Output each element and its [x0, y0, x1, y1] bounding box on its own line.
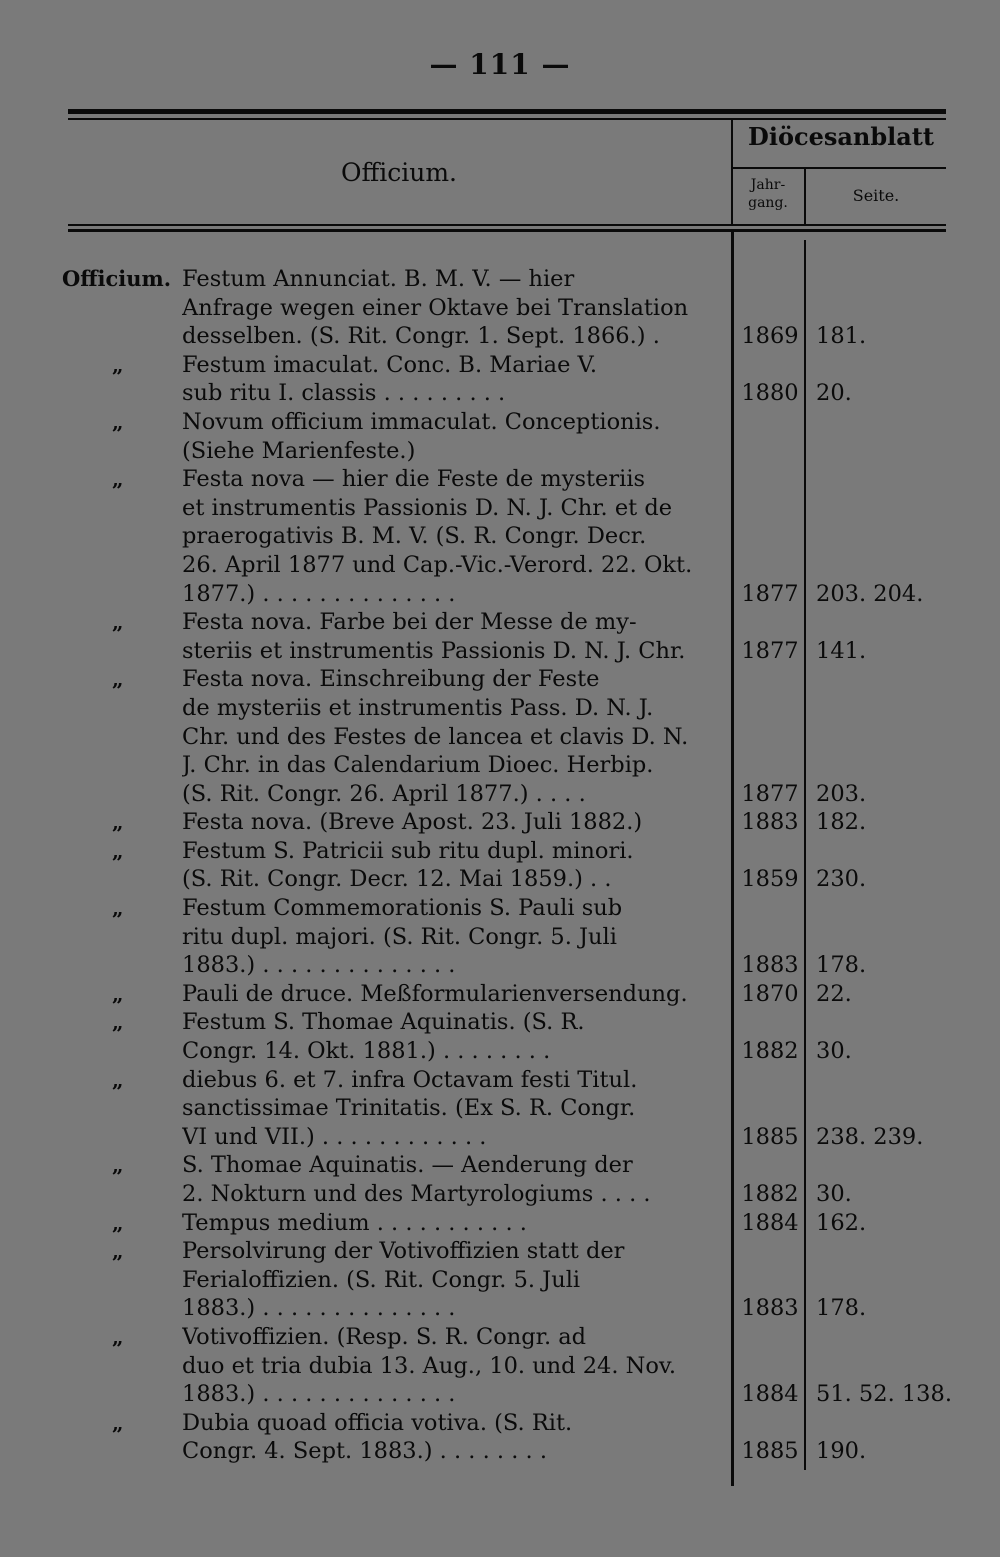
list-item — [0, 808, 1000, 837]
entry-line — [0, 1352, 1000, 1381]
entry-line — [0, 808, 1000, 837]
entry-year: 1859 — [741, 866, 799, 893]
entry-line — [0, 923, 1000, 952]
entry-text: steriis et instrumentis Passionis D. N. J. Chr. — [182, 637, 686, 664]
entry-text: et instrumentis Passionis D. N. J. Chr. et de — [182, 494, 673, 521]
entry-text: 1883.) . . . . . . . . . . . . . . — [182, 1295, 456, 1322]
entry-text: Festum S. Patricii sub ritu dupl. minori. — [182, 837, 634, 864]
entry-line — [0, 980, 1000, 1009]
entry-page: 238. 239. — [816, 1123, 924, 1150]
page-number: — 111 — — [429, 48, 571, 81]
entry-line — [0, 1209, 1000, 1238]
entry-line — [0, 1437, 1000, 1466]
entry-year: 1877 — [741, 780, 799, 807]
entry-line — [0, 294, 1000, 323]
list-item — [0, 1151, 1000, 1208]
entry-marker: „ — [112, 896, 124, 921]
entry-year: 1883 — [741, 809, 799, 836]
entry-page: 181. — [816, 323, 867, 350]
entry-line — [0, 408, 1000, 437]
entry-line — [0, 1237, 1000, 1266]
header-bottom-rule-thin — [68, 224, 946, 226]
entry-marker: „ — [112, 1410, 124, 1435]
entry-line — [0, 351, 1000, 380]
entry-line — [0, 522, 1000, 551]
entry-line — [0, 551, 1000, 580]
list-item — [0, 894, 1000, 980]
entry-marker: „ — [112, 1239, 124, 1264]
entry-text: (Siehe Marienfeste.) — [182, 437, 416, 464]
entry-line — [0, 1037, 1000, 1066]
entry-text: Festa nova — hier die Feste de mysteriis — [182, 466, 646, 493]
entry-text: VI und VII.) . . . . . . . . . . . . — [182, 1123, 487, 1150]
entry-year: 1877 — [741, 580, 799, 607]
entry-line — [0, 465, 1000, 494]
entry-year: 1884 — [741, 1209, 799, 1236]
entry-text: 1883.) . . . . . . . . . . . . . . — [182, 1381, 456, 1408]
header-seite: Seite. — [852, 186, 900, 205]
entry-line — [0, 751, 1000, 780]
entry-line — [0, 1066, 1000, 1095]
entry-page: 203. — [816, 780, 867, 807]
entry-marker: „ — [112, 352, 124, 377]
entry-line — [0, 494, 1000, 523]
top-rule-thick — [68, 109, 946, 114]
list-item — [0, 665, 1000, 808]
entry-year: 1880 — [741, 380, 799, 407]
top-rule-thin — [68, 118, 946, 120]
entry-line — [0, 580, 1000, 609]
entry-text: Pauli de druce. Meßformularienversendung. — [182, 980, 688, 1007]
entry-text: (S. Rit. Congr. Decr. 12. Mai 1859.) . . — [182, 866, 612, 893]
entry-line — [0, 1380, 1000, 1409]
entry-marker: „ — [112, 409, 124, 434]
entry-text: Festum S. Thomae Aquinatis. (S. R. — [182, 1009, 585, 1036]
entry-text: Congr. 4. Sept. 1883.) . . . . . . . . — [182, 1438, 547, 1465]
entry-year: 1870 — [741, 980, 799, 1007]
entry-text: S. Thomae Aquinatis. — Aenderung der — [182, 1152, 633, 1179]
entry-text: Dubia quoad officia votiva. (S. Rit. — [182, 1409, 573, 1436]
entry-text: Congr. 14. Okt. 1881.) . . . . . . . . — [182, 1038, 551, 1065]
entry-page: 141. — [816, 637, 867, 664]
entry-page: 178. — [816, 1295, 867, 1322]
entry-year: 1882 — [741, 1038, 799, 1065]
entry-text: de mysteriis et instrumentis Pass. D. N. J. — [182, 694, 654, 721]
entry-text: Festum Annunciat. B. M. V. — hier — [182, 266, 575, 292]
entry-marker: „ — [112, 610, 124, 635]
entry-line — [0, 1180, 1000, 1209]
entry-marker: „ — [112, 1067, 124, 1092]
entry-marker: Officium. — [62, 266, 172, 291]
entry-marker: „ — [112, 1210, 124, 1235]
entry-text: sanctissimae Trinitatis. (Ex S. R. Congr. — [182, 1095, 636, 1122]
list-item — [0, 1237, 1000, 1323]
list-item — [0, 1323, 1000, 1409]
entry-marker: „ — [112, 981, 124, 1006]
entry-text: diebus 6. et 7. infra Octavam festi Titul. — [182, 1066, 638, 1093]
entry-line — [0, 1266, 1000, 1295]
entry-line — [0, 951, 1000, 980]
list-item — [0, 1008, 1000, 1065]
entry-text: Festa nova. Farbe bei der Messe de my- — [182, 609, 637, 636]
header-bottom-rule-thick — [68, 229, 946, 232]
header-jahrgang: Jahr- gang. — [748, 177, 788, 211]
entry-year: 1883 — [741, 952, 799, 979]
entry-line — [0, 1294, 1000, 1323]
entry-line — [0, 265, 1000, 294]
entry-text: Festum imaculat. Conc. B. Mariae V. — [182, 351, 598, 378]
list-item — [0, 351, 1000, 408]
header-dioecesanblatt: Diöcesanblatt — [748, 122, 934, 151]
list-item — [0, 1409, 1000, 1466]
entry-text: 26. April 1877 und Cap.-Vic.-Verord. 22. Okt. — [182, 551, 693, 578]
entry-line — [0, 894, 1000, 923]
entry-line — [0, 1094, 1000, 1123]
entry-year: 1884 — [741, 1381, 799, 1408]
entry-line — [0, 322, 1000, 351]
entry-year: 1882 — [741, 1181, 799, 1207]
entry-year: 1877 — [741, 637, 799, 664]
entry-line — [0, 1123, 1000, 1152]
entry-text: Festum Commemorationis S. Pauli sub — [182, 895, 623, 922]
entry-line — [0, 694, 1000, 723]
list-item — [0, 837, 1000, 894]
entry-marker: „ — [112, 667, 124, 692]
entry-page: 230. — [816, 866, 867, 893]
list-item — [0, 1209, 1000, 1238]
entry-page: 20. — [816, 380, 852, 407]
entry-marker: „ — [112, 838, 124, 863]
entry-marker: „ — [112, 1153, 124, 1178]
entry-marker: „ — [112, 810, 124, 835]
entry-text: duo et tria dubia 13. Aug., 10. und 24. Nov. — [182, 1352, 677, 1379]
entry-year: 1883 — [741, 1295, 799, 1322]
list-item — [0, 265, 1000, 351]
entry-line — [0, 780, 1000, 809]
entry-year: 1885 — [741, 1438, 799, 1465]
entry-line — [0, 837, 1000, 866]
entry-line — [0, 637, 1000, 666]
entry-line — [0, 608, 1000, 637]
entry-page: 30. — [816, 1038, 852, 1065]
entry-text: Ferialoffizien. (S. Rit. Congr. 5. Juli — [182, 1266, 581, 1293]
entry-page: 162. — [816, 1209, 867, 1236]
entry-page: 30. — [816, 1181, 852, 1207]
entry-page: 182. — [816, 809, 867, 836]
entry-page: 203. 204. — [816, 580, 924, 607]
entry-text: Tempus medium . . . . . . . . . . . — [182, 1209, 527, 1236]
header-officium: Officium. — [340, 158, 457, 187]
list-item — [0, 465, 1000, 608]
list-item — [0, 408, 1000, 465]
entry-line — [0, 437, 1000, 466]
entry-page: 178. — [816, 952, 867, 979]
entry-text: 2. Nokturn und des Martyrologiums . . . . — [182, 1181, 651, 1207]
entry-text: ritu dupl. majori. (S. Rit. Congr. 5. Juli — [182, 923, 617, 950]
entry-line — [0, 1008, 1000, 1037]
entry-line — [0, 379, 1000, 408]
entry-text: Festa nova. (Breve Apost. 23. Juli 1882.) — [182, 809, 643, 836]
entry-text: Novum officium immaculat. Conceptionis. — [182, 408, 661, 435]
entry-page: 22. — [816, 980, 852, 1007]
entry-page: 190. — [816, 1438, 867, 1465]
entry-text: praerogativis B. M. V. (S. R. Congr. Decr. — [182, 523, 647, 550]
list-item — [0, 608, 1000, 665]
entry-line — [0, 665, 1000, 694]
list-item — [0, 1066, 1000, 1152]
entry-year: 1885 — [741, 1123, 799, 1150]
entry-text: Chr. und des Festes de lancea et clavis D. N. — [182, 723, 689, 750]
entry-text: Festa nova. Einschreibung der Feste — [182, 666, 600, 693]
entry-text: desselben. (S. Rit. Congr. 1. Sept. 1866.) . — [182, 323, 660, 350]
entry-line — [0, 865, 1000, 894]
list-item — [0, 980, 1000, 1009]
entry-text: 1877.) . . . . . . . . . . . . . . — [182, 580, 456, 607]
entry-text: J. Chr. in das Calendarium Dioec. Herbip. — [182, 752, 654, 779]
entry-line — [0, 1409, 1000, 1438]
entry-marker: „ — [112, 467, 124, 492]
entry-marker: „ — [112, 1324, 124, 1349]
entry-line — [0, 723, 1000, 752]
entries-list — [0, 265, 1000, 1466]
entry-text: Anfrage wegen einer Oktave bei Translation — [182, 294, 689, 321]
entry-year: 1869 — [741, 323, 799, 350]
entry-text: 1883.) . . . . . . . . . . . . . . — [182, 952, 456, 979]
entry-line — [0, 1151, 1000, 1180]
entry-marker: „ — [112, 1010, 124, 1035]
header-dioc-underline — [733, 167, 946, 169]
entry-page: 51. 52. 138. — [816, 1381, 952, 1408]
entry-text: sub ritu I. classis . . . . . . . . . — [182, 380, 506, 407]
entry-text: (S. Rit. Congr. 26. April 1877.) . . . . — [182, 780, 586, 807]
entry-text: Persolvirung der Votivoffizien statt der — [182, 1238, 625, 1265]
entry-text: Votivoffizien. (Resp. S. R. Congr. ad — [182, 1323, 587, 1350]
entry-line — [0, 1323, 1000, 1352]
